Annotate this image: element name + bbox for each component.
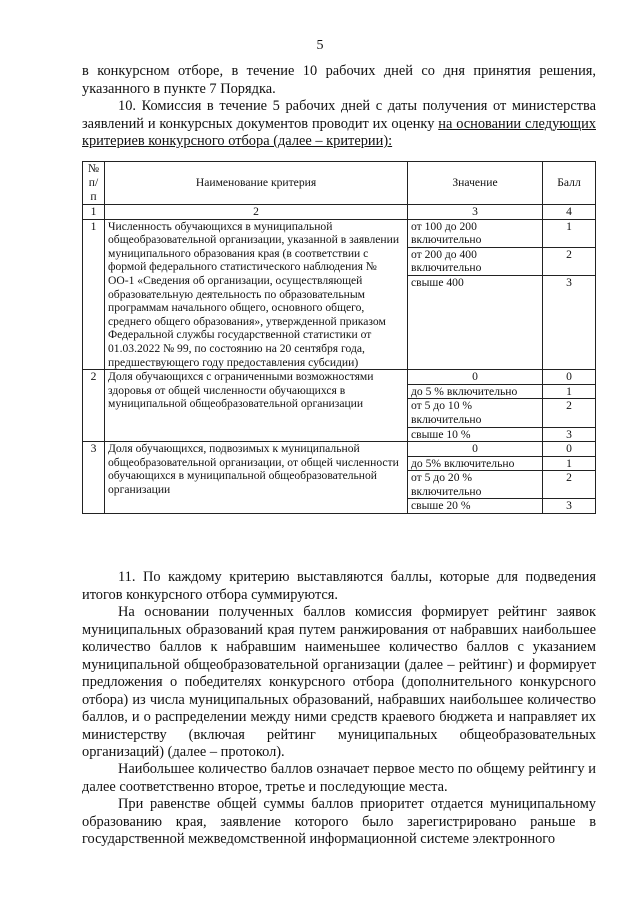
criterion-1-value-3: свыше 400 — [408, 275, 543, 369]
paragraph-10-text: 10. Комиссия в течение 5 рабочих дней с даты получения от министерства заявлений и конкурсных документов проводит их оценку — [82, 98, 596, 132]
paragraph-10-underlined: на основании следующих критериев конкурсного отбора (далее – критерии): — [82, 115, 596, 149]
paragraph-equal-scores: При равенстве общей суммы баллов приоритет отдается муниципальному образованию края, заявление которого было зарегистрировано раньше в государственной межведомственной информационной системе электронного — [82, 796, 596, 847]
criterion-1-score-3: 3 — [543, 275, 596, 369]
criterion-3-name: Доля обучающихся, подвозимых к муниципальной общеобразовательной организации, от общей численности обучающихся в муниципальной общеобразовательной организации — [105, 442, 408, 514]
header-number: № п/п — [83, 162, 105, 205]
paragraph-rating: На основании полученных баллов комиссия формирует рейтинг заявок муниципальных образований края путем ранжирования от набравших наибольшее количество баллов к набравшим наименьшее количество баллов с указанием муниципальной общеобразовательной организации (далее – рейтинг) и формирует предложения о победителях конкурсного отбора (дополнительного конкурсного отбора) из числа муниципальных образований, набравших наибольшее количество баллов, и о распределении между ними средств краевого бюджета и направляет их министерству (включая рейтинг муниципальных общеобразовательных организаций) (далее – протокол). — [82, 604, 596, 760]
criterion-1-name: Численность обучающихся в муниципальной общеобразовательной организации, указанной в заявлении муниципального образования края (в соответствии с формой федерального статистического наблюдения № ОО-1 «Сведения об организации, осуществляющей образовательную деятельность по образовательным программам начального общего, основного общего, среднего общего образования», утвержденной приказом Федеральной службы государственной статистики от 01.03.2022 № 99, по состоянию на 20 сентября года, предшествующего году предоставления субсидии) — [105, 219, 408, 370]
criterion-2-score-4: 3 — [543, 427, 596, 442]
header-criterion-name: Наименование критерия — [105, 162, 408, 205]
col-number-3: 3 — [408, 205, 543, 220]
criterion-3-number: 3 — [83, 442, 105, 514]
header-value: Значение — [408, 162, 543, 205]
col-number-2: 2 — [105, 205, 408, 220]
criterion-2-value-2: до 5 % включительно — [408, 384, 543, 399]
criterion-3-value-3: от 5 до 20 % включительно — [408, 471, 543, 499]
criterion-1-score-2: 2 — [543, 247, 596, 275]
criterion-2-value-1: 0 — [408, 370, 543, 385]
criterion-1-value-1: от 100 до 200 включительно — [408, 219, 543, 247]
criterion-1-score-1: 1 — [543, 219, 596, 247]
criterion-2-score-2: 1 — [543, 384, 596, 399]
criterion-3-score-4: 3 — [543, 499, 596, 514]
criterion-3-score-3: 2 — [543, 471, 596, 499]
criterion-3-score-1: 0 — [543, 442, 596, 457]
criterion-1-value-2: от 200 до 400 включительно — [408, 247, 543, 275]
criterion-2-number: 2 — [83, 370, 105, 442]
table-row — [83, 442, 596, 457]
paragraph-first-place: Наибольшее количество баллов означает первое место по общему рейтингу и далее соответственно второе, третье и последующие места. — [82, 761, 596, 795]
paragraph-10 — [82, 98, 596, 151]
col-number-1: 1 — [83, 205, 105, 220]
header-score: Балл — [543, 162, 596, 205]
criterion-2-value-3: от 5 до 10 % включительно — [408, 399, 543, 427]
table-header-row — [83, 162, 596, 205]
table-row — [83, 219, 596, 247]
criterion-2-name: Доля обучающихся с ограниченными возможностями здоровья от общей численности обучающихся в муниципальной общеобразовательной организации — [105, 370, 408, 442]
intro-continuation: в конкурсном отборе, в течение 10 рабочих дней со дня принятия решения, указанного в пункте 7 Порядка. — [82, 63, 596, 97]
criterion-2-value-4: свыше 10 % — [408, 427, 543, 442]
criteria-table — [82, 161, 596, 514]
paragraph-11: 11. По каждому критерию выставляются баллы, которые для подведения итогов конкурсного отбора суммируются. — [82, 569, 596, 603]
table-row — [83, 370, 596, 385]
criterion-3-value-1: 0 — [408, 442, 543, 457]
criterion-3-value-2: до 5% включительно — [408, 456, 543, 471]
criterion-2-score-1: 0 — [543, 370, 596, 385]
col-number-4: 4 — [543, 205, 596, 220]
criterion-1-number: 1 — [83, 219, 105, 370]
criterion-3-score-2: 1 — [543, 456, 596, 471]
criterion-2-score-3: 2 — [543, 399, 596, 427]
criterion-3-value-4: свыше 20 % — [408, 499, 543, 514]
page-number: 5 — [316, 38, 324, 53]
table-column-numbers-row — [83, 205, 596, 220]
